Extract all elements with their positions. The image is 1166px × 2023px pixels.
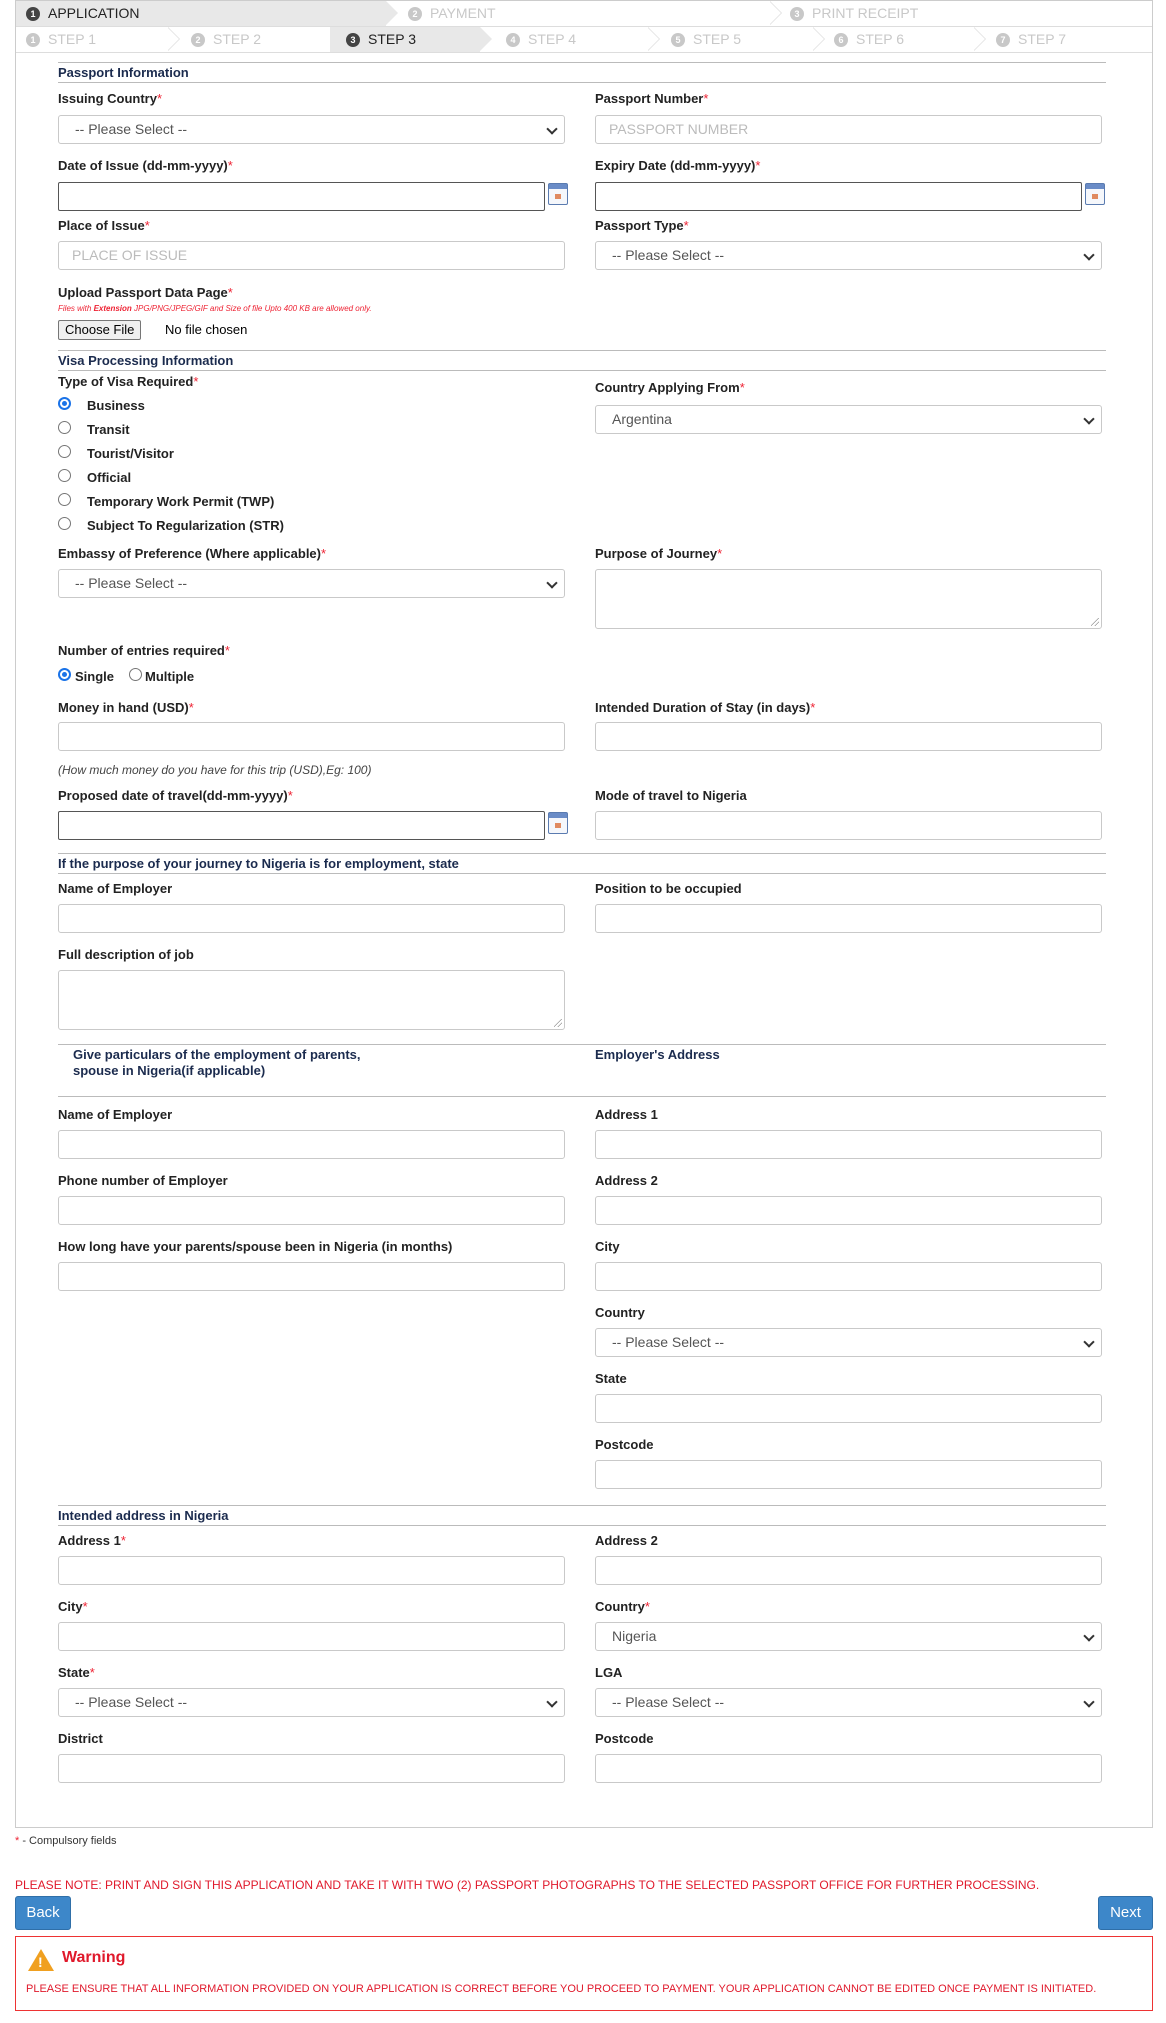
required-mark: *	[683, 218, 689, 233]
place-of-issue-input[interactable]: PLACE OF ISSUE	[58, 241, 565, 270]
expiry-date-label	[595, 158, 760, 173]
label-text: State	[58, 1665, 90, 1680]
label-text: Intended Duration of Stay (in days)	[595, 700, 811, 715]
passport-type-select[interactable]	[595, 241, 1102, 270]
label-text: Passport Type	[595, 218, 684, 233]
nigeria-address1-label	[58, 1533, 126, 1548]
label-text: Place of Issue	[58, 218, 145, 233]
label-text: Issuing Country	[58, 91, 157, 106]
nigeria-country-select[interactable]	[595, 1622, 1102, 1651]
section-title-employment: If the purpose of your journey to Nigeria is for employment, state	[58, 856, 1106, 874]
chevron-down-icon	[1083, 249, 1094, 260]
date-of-issue-input[interactable]	[58, 182, 545, 211]
employer-state-label: State	[595, 1371, 627, 1386]
wizard-step-print-receipt[interactable]	[772, 1, 1142, 26]
upload-passport-label	[58, 285, 233, 300]
step-number-badge: 1	[26, 33, 40, 47]
required-mark: *	[224, 643, 230, 658]
employer-address2-label: Address 2	[595, 1173, 658, 1188]
passport-type-label	[595, 218, 689, 233]
step-number-badge: 2	[191, 33, 205, 47]
nigeria-district-input[interactable]	[58, 1754, 565, 1783]
chevron-down-icon	[546, 577, 557, 588]
required-mark: *	[227, 158, 233, 173]
chevron-down-icon	[1083, 413, 1094, 424]
passport-number-input[interactable]: PASSPORT NUMBER	[595, 115, 1102, 144]
next-button[interactable]: Next	[1098, 1896, 1153, 1930]
progress-wizard	[15, 0, 1153, 53]
visa-type-label	[58, 374, 198, 389]
label-text: Country	[595, 1599, 645, 1614]
parent-employer-phone-input[interactable]	[58, 1196, 565, 1225]
section-title-passport: Passport Information	[58, 65, 1106, 83]
entries-option-label: Multiple	[145, 669, 195, 684]
wizard-step-label: PRINT RECEIPT	[812, 5, 919, 21]
nigeria-state-select[interactable]	[58, 1688, 565, 1717]
required-mark: *	[188, 700, 194, 715]
step-number-badge: 6	[834, 33, 848, 47]
visa-type-tourist-radio[interactable]	[58, 445, 71, 458]
nigeria-country-label	[595, 1599, 650, 1614]
section-top-rule	[58, 350, 1106, 351]
employer-city-label: City	[595, 1239, 620, 1254]
required-mark: *	[810, 700, 816, 715]
substep-3[interactable]	[330, 27, 480, 52]
section-title-parents-line1: Give particulars of the employment of parents,	[73, 1047, 361, 1062]
step-number-badge: 2	[408, 7, 422, 21]
required-mark: *	[89, 1665, 95, 1680]
label-text: Passport Number	[595, 91, 704, 106]
employer-address1-label: Address 1	[595, 1107, 658, 1122]
substep-2[interactable]	[179, 27, 329, 52]
visa-type-option-label: Tourist/Visitor	[87, 446, 174, 461]
visa-type-str-radio[interactable]	[58, 517, 71, 530]
nigeria-lga-label: LGA	[595, 1665, 623, 1680]
chevron-down-icon	[1083, 1696, 1094, 1707]
section-title-parents-line2: spouse in Nigeria(if applicable)	[73, 1063, 266, 1078]
mode-of-travel-input[interactable]	[595, 811, 1102, 840]
upload-restriction-note	[58, 304, 372, 313]
chevron-down-icon	[1083, 1336, 1094, 1347]
section-title-employer-address: Employer's Address	[595, 1047, 720, 1062]
money-input[interactable]	[58, 722, 565, 751]
section-bottom-rule	[58, 1096, 1106, 1097]
calendar-icon[interactable]	[548, 183, 568, 205]
calendar-icon[interactable]	[1085, 183, 1105, 205]
label-text: Country Applying From	[595, 380, 740, 395]
chevron-down-icon	[546, 1696, 557, 1707]
visa-type-twp-radio[interactable]	[58, 493, 71, 506]
step-number-badge: 3	[790, 7, 804, 21]
nigeria-city-label	[58, 1599, 88, 1614]
required-mark: *	[15, 1835, 20, 1847]
embassy-select[interactable]	[58, 569, 565, 598]
step-number-badge: 7	[996, 33, 1010, 47]
duration-input[interactable]	[595, 722, 1102, 751]
visa-type-transit-radio[interactable]	[58, 421, 71, 434]
nigeria-postcode-label: Postcode	[595, 1731, 654, 1746]
wizard-separator	[648, 27, 660, 52]
purpose-textarea[interactable]	[595, 569, 1102, 629]
section-title-nigeria-address: Intended address in Nigeria	[58, 1508, 1106, 1526]
step-number-badge: 5	[671, 33, 685, 47]
label-text: Number of entries required	[58, 643, 225, 658]
warning-exclamation: !	[38, 1954, 43, 1970]
back-button[interactable]: Back	[15, 1896, 71, 1930]
substep-label: STEP 7	[1018, 31, 1066, 47]
substep-label: STEP 5	[693, 31, 741, 47]
nigeria-state-label	[58, 1665, 95, 1680]
parent-employer-phone-label: Phone number of Employer	[58, 1173, 228, 1188]
parent-duration-label: How long have your parents/spouse been in Nigeria (in months)	[58, 1239, 453, 1254]
substep-7[interactable]	[986, 27, 1136, 52]
employer-postcode-label: Postcode	[595, 1437, 654, 1452]
label-text: Address 1	[58, 1533, 121, 1548]
required-mark: *	[120, 1533, 126, 1548]
section-top-rule	[58, 1505, 1106, 1506]
select-value: -- Please Select --	[75, 575, 188, 591]
required-mark: *	[320, 546, 327, 561]
employer-name-label: Name of Employer	[58, 881, 173, 896]
date-of-issue-label	[58, 158, 233, 173]
substep-label: STEP 4	[528, 31, 576, 47]
label-text: Money in hand (USD)	[58, 700, 189, 715]
required-mark: *	[227, 285, 233, 300]
required-mark: *	[156, 91, 163, 106]
nigeria-address2-input[interactable]	[595, 1556, 1102, 1585]
country-applying-from-select[interactable]	[595, 405, 1102, 434]
employer-postcode-input[interactable]	[595, 1460, 1102, 1489]
select-value: Nigeria	[612, 1628, 657, 1644]
select-value: -- Please Select --	[612, 247, 725, 263]
visa-type-option-label: Business	[87, 398, 145, 413]
substep-4[interactable]	[496, 27, 646, 52]
substep-6[interactable]	[824, 27, 974, 52]
passport-number-label	[595, 91, 708, 106]
label-text: Date of Issue (dd-mm-yyyy)	[58, 158, 228, 173]
visa-type-option-label: Temporary Work Permit (TWP)	[87, 494, 275, 509]
warning-box	[15, 1936, 1153, 2011]
nigeria-city-input[interactable]	[58, 1622, 565, 1651]
money-label	[58, 700, 194, 715]
employer-country-select[interactable]	[595, 1328, 1102, 1357]
entries-option-label: Single	[75, 669, 115, 684]
required-mark: *	[82, 1599, 88, 1614]
employer-name-input[interactable]	[58, 904, 565, 933]
travel-date-input[interactable]	[58, 811, 545, 840]
note-text: - Compulsory fields	[19, 1835, 117, 1847]
visa-type-option-label: Subject To Regularization (STR)	[87, 518, 284, 533]
wizard-step-label: PAYMENT	[430, 5, 496, 21]
please-note-text: PLEASE NOTE: PRINT AND SIGN THIS APPLICATION AND TAKE IT WITH TWO (2) PASSPORT PHOTOGRAPHS TO THE SELECTED PASSPORT OFFICE FOR FURTHER PROCESSING.	[15, 1878, 1040, 1892]
compulsory-fields-note	[15, 1835, 116, 1847]
embassy-label	[58, 546, 326, 561]
required-mark: *	[717, 546, 723, 561]
choose-file-button[interactable]: Choose File	[58, 320, 141, 340]
required-mark: *	[644, 1599, 650, 1614]
wizard-main-row	[16, 1, 1152, 27]
position-label: Position to be occupied	[595, 881, 742, 896]
file-status-text: No file chosen	[165, 322, 248, 337]
substep-label: STEP 2	[213, 31, 261, 47]
money-hint: (How much money do you have for this trip (USD),Eg: 100)	[58, 763, 372, 777]
visa-type-option-label: Transit	[87, 422, 130, 437]
label-text: Type of Visa Required	[58, 374, 194, 389]
entries-multiple-radio[interactable]	[129, 668, 142, 681]
label-text: Purpose of Journey	[595, 546, 718, 561]
warning-title: Warning	[62, 1949, 126, 1966]
job-description-textarea[interactable]	[58, 970, 565, 1030]
country-applying-from-label	[595, 380, 745, 395]
job-description-label: Full description of job	[58, 947, 194, 962]
warning-text: PLEASE ENSURE THAT ALL INFORMATION PROVIDED ON YOUR APPLICATION IS CORRECT BEFORE YOU PROCEED TO PAYMENT. YOUR APPLICATION CANNOT BE EDITED ONCE PAYMENT IS INITIATED.	[26, 1983, 1097, 1995]
label-text: Proposed date of travel(dd-mm-yyyy)	[58, 788, 288, 803]
wizard-substeps-row	[16, 27, 1152, 53]
nigeria-postcode-input[interactable]	[595, 1754, 1102, 1783]
employer-city-input[interactable]	[595, 1262, 1102, 1291]
required-mark: *	[703, 91, 709, 106]
employer-state-input[interactable]	[595, 1394, 1102, 1423]
required-mark: *	[193, 374, 199, 389]
wizard-step-label: APPLICATION	[48, 5, 140, 21]
nigeria-address2-label: Address 2	[595, 1533, 658, 1548]
nigeria-lga-select[interactable]	[595, 1688, 1102, 1717]
visa-type-option-label: Official	[87, 470, 132, 485]
mode-of-travel-label: Mode of travel to Nigeria	[595, 788, 747, 803]
select-value: -- Please Select --	[612, 1334, 725, 1350]
select-value: -- Please Select --	[612, 1694, 725, 1710]
parent-duration-input[interactable]	[58, 1262, 565, 1291]
section-title-visa: Visa Processing Information	[58, 353, 1106, 371]
label-text: Upload Passport Data Page	[58, 285, 228, 300]
note-text: JPG/PNG/JPEG/GIF and Size of file Upto 400 KB are allowed only.	[131, 304, 372, 313]
employer-address1-input[interactable]	[595, 1130, 1102, 1159]
wizard-separator	[974, 27, 986, 52]
required-mark: *	[755, 158, 761, 173]
label-text: Embassy of Preference (Where applicable)	[58, 546, 321, 561]
visa-type-official-radio[interactable]	[58, 469, 71, 482]
note-text: Files with	[58, 304, 94, 313]
required-mark: *	[287, 788, 293, 803]
nigeria-address1-input[interactable]	[58, 1556, 565, 1585]
label-text: City	[58, 1599, 83, 1614]
substep-label: STEP 6	[856, 31, 904, 47]
position-input[interactable]	[595, 904, 1102, 933]
substep-label: STEP 1	[48, 31, 96, 47]
chevron-down-icon	[546, 123, 557, 134]
section-top-rule	[58, 62, 1106, 63]
step-number-badge: 1	[26, 7, 40, 21]
select-value: -- Please Select --	[75, 1694, 188, 1710]
substep-label: STEP 3	[368, 31, 416, 47]
duration-label	[595, 700, 815, 715]
wizard-step-payment[interactable]	[398, 1, 768, 26]
purpose-label	[595, 546, 722, 561]
parent-employer-name-input[interactable]	[58, 1130, 565, 1159]
employer-address2-input[interactable]	[595, 1196, 1102, 1225]
substep-1[interactable]	[16, 27, 166, 52]
issuing-country-select[interactable]	[58, 115, 565, 144]
substep-5[interactable]	[661, 27, 811, 52]
required-mark: *	[144, 218, 150, 233]
required-mark: *	[739, 380, 745, 395]
nigeria-district-label: District	[58, 1731, 103, 1746]
place-of-issue-label	[58, 218, 150, 233]
issuing-country-label	[58, 91, 162, 106]
entries-single-radio[interactable]	[58, 668, 71, 681]
section-top-rule	[58, 1044, 1106, 1045]
parent-employer-name-label: Name of Employer	[58, 1107, 173, 1122]
select-value: Argentina	[612, 411, 672, 427]
label-text: Expiry Date (dd-mm-yyyy)	[595, 158, 756, 173]
select-value: -- Please Select --	[75, 121, 188, 137]
note-bold-text: Extension	[93, 304, 132, 313]
wizard-step-application[interactable]	[16, 1, 386, 26]
employer-country-label: Country	[595, 1305, 645, 1320]
step-number-badge: 3	[346, 33, 360, 47]
visa-type-business-radio[interactable]	[58, 397, 71, 410]
travel-date-label	[58, 788, 293, 803]
expiry-date-input[interactable]	[595, 182, 1082, 211]
calendar-icon[interactable]	[548, 812, 568, 834]
entries-label	[58, 643, 230, 658]
chevron-down-icon	[1083, 1630, 1094, 1641]
section-top-rule	[58, 853, 1106, 854]
step-number-badge: 4	[506, 33, 520, 47]
